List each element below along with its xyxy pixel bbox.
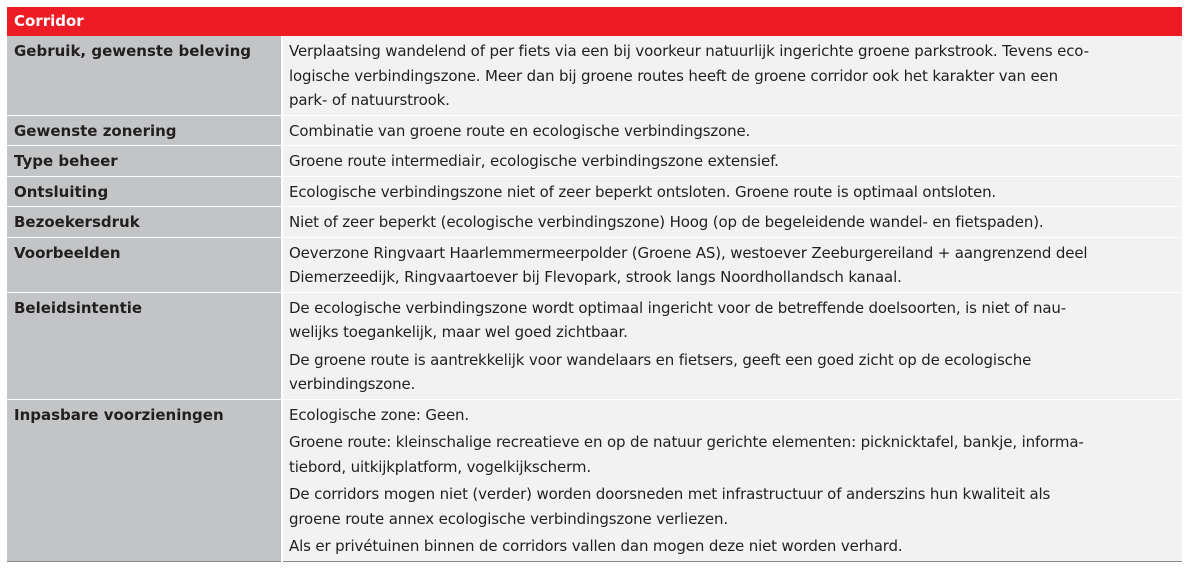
text-line: Verplaatsing wandelend of per fiets via een bij voorkeur natuurlijk ingerichte groene parkstrook. Tevens eco- [289,42,1089,60]
text-line: Groene route: kleinschalige recreatieve en op de natuur gerichte elementen: picknicktafel, bankje, informa- [289,433,1084,451]
table-row [7,146,1182,177]
text-line: Ecologische zone: Geen. [289,405,470,424]
paragraph [289,296,1176,345]
paragraph [289,430,1176,479]
paragraph [289,119,1176,144]
row-value [282,399,1182,561]
row-value [282,292,1182,399]
row-label: Gewenste zonering [7,115,282,146]
text-line: Diemerzeedijk, Ringvaartoever bij Flevopark, strook langs Noordhollandsch kanaal. [289,268,902,286]
paragraph [289,348,1176,397]
paragraph [289,210,1176,235]
text-line: groene route annex ecologische verbindingszone verliezen. [289,509,728,528]
row-label: Ontsluiting [7,176,282,207]
row-label: Beleidsintentie [7,292,282,399]
row-label: Inpasbare voorzieningen [7,399,282,561]
text-line: Oeverzone Ringvaart Haarlemmermeerpolder (Groene AS), westoever Zeeburgereiland + aangrenzend deel [289,243,1088,262]
text-line: Combinatie van groene route en ecologische verbindingszone. [289,121,751,140]
text-line: park- of natuurstrook. [289,91,450,109]
paragraph [289,180,1176,205]
paragraph [289,149,1176,174]
row-value [282,36,1182,115]
row-label: Type beheer [7,146,282,177]
table-title: Corridor [7,7,1182,36]
row-value [282,146,1182,177]
table-row [7,207,1182,238]
paragraph [289,403,1176,428]
text-line: logische verbindingszone. Meer dan bij groene routes heeft de groene corridor ook het karakter van een [289,66,1058,85]
row-value [282,115,1182,146]
paragraph [289,534,1176,559]
text-line: welijks toegankelijk, maar wel goed zichtbaar. [289,323,628,341]
text-line: De groene route is aantrekkelijk voor wandelaars en fietsers, geeft een goed zicht op de ecologische [289,350,1032,369]
table-row [7,399,1182,561]
row-value [282,176,1182,207]
text-line: tiebord, uitkijkplatform, vogelkijkscherm. [289,457,591,476]
text-line: Niet of zeer beperkt (ecologische verbindingszone) Hoog (op de begeleidende wandel- en fietspaden). [289,213,1044,231]
table-row [7,176,1182,207]
row-label: Bezoekersdruk [7,207,282,238]
corridor-table [7,36,1182,562]
text-line: Ecologische verbindingszone niet of zeer beperkt ontsloten. Groene route is optimaal ontsloten. [289,182,997,201]
table-row [7,292,1182,399]
row-label: Voorbeelden [7,237,282,292]
text-line: verbindingszone. [289,375,416,393]
paragraph [289,241,1176,290]
table-row [7,237,1182,292]
table-row [7,36,1182,115]
paragraph [289,39,1176,113]
row-value [282,237,1182,292]
text-line: De corridors mogen niet (verder) worden doorsneden met infrastructuur of anderszins hun kwaliteit als [289,485,1051,503]
text-line: Groene route intermediair, ecologische verbindingszone extensief. [289,152,779,170]
text-line: De ecologische verbindingszone wordt optimaal ingericht voor de betreffende doelsoorten, is niet of nau- [289,298,1067,317]
text-line: Als er privétuinen binnen de corridors vallen dan mogen deze niet worden verhard. [289,537,903,555]
row-label: Gebruik, gewenste beleving [7,36,282,115]
row-value [282,207,1182,238]
table-row [7,115,1182,146]
paragraph [289,482,1176,531]
